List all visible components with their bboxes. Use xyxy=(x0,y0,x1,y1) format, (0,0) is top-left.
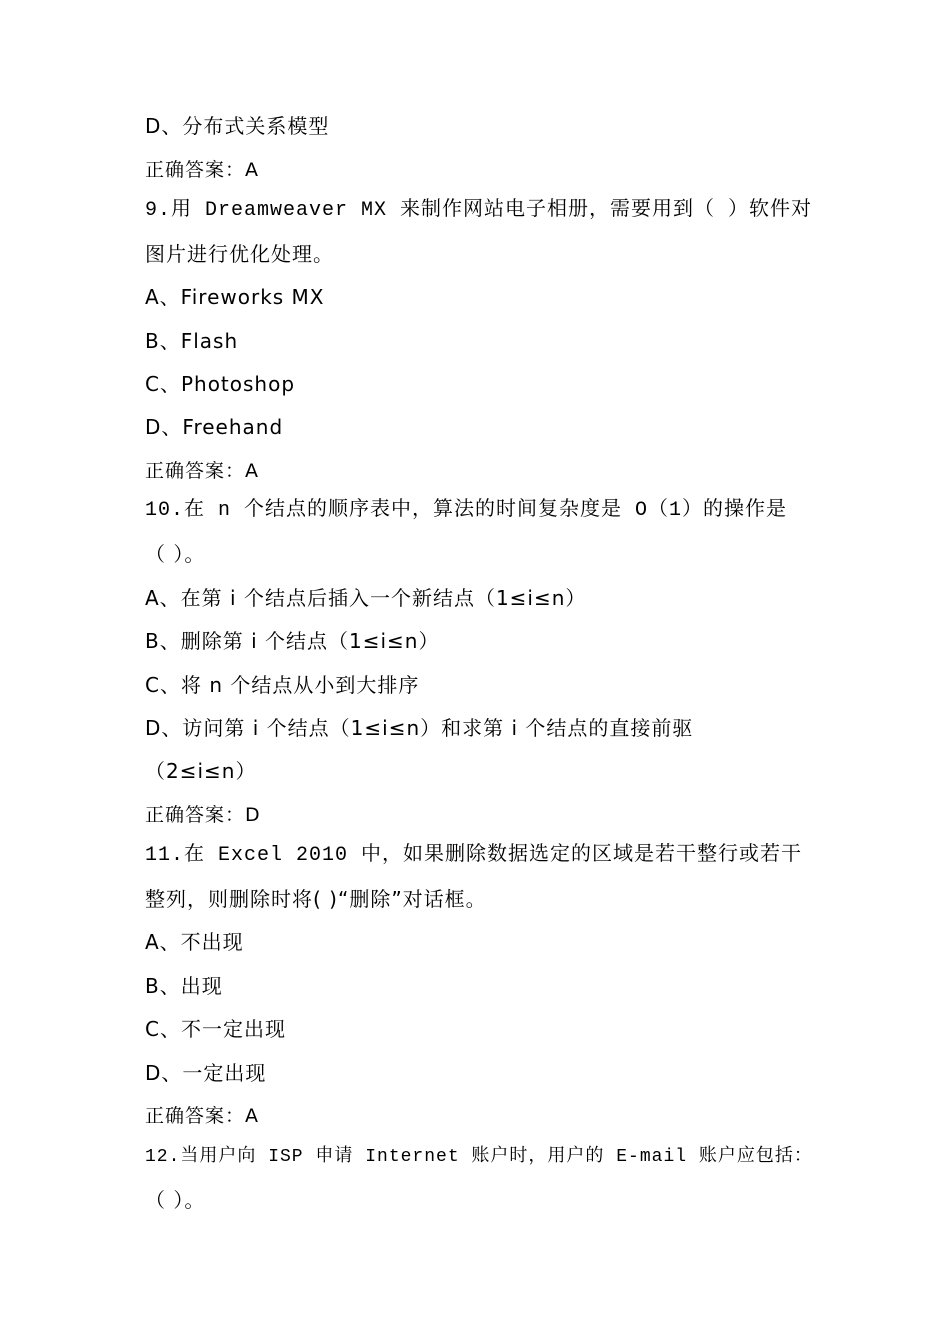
option-d-q10-line-2: （2≤i≤n） xyxy=(145,759,257,783)
option-d-q10-line-1: D、访问第 i 个结点（1≤i≤n）和求第 i 个结点的直接前驱 xyxy=(145,716,694,740)
option-b-q9: B、Flash xyxy=(145,329,239,353)
option-c-q9: C、Photoshop xyxy=(145,372,296,396)
question-11-line-1: 11.在 Excel 2010 中，如果删除数据选定的区域是若干整行或若干 xyxy=(145,844,803,867)
option-c-q10: C、将 n 个结点从小到大排序 xyxy=(145,673,420,697)
option-d-q9: D、Freehand xyxy=(145,415,284,439)
option-d-q8: D、分布式关系模型 xyxy=(145,114,330,138)
question-11-line-2: 整列，则删除时将( )“删除”对话框。 xyxy=(145,887,487,911)
option-b-q10: B、删除第 i 个结点（1≤i≤n） xyxy=(145,629,440,653)
option-c-q11: C、不一定出现 xyxy=(145,1017,286,1041)
answer-q8: 正确答案：A xyxy=(145,159,259,181)
option-a-q9: A、Fireworks MX xyxy=(145,285,325,309)
answer-q10: 正确答案：D xyxy=(145,804,261,826)
question-10-line-1: 10.在 n 个结点的顺序表中，算法的时间复杂度是 O（1）的操作是 xyxy=(145,499,788,522)
question-12-line-1: 12.当用户向 ISP 申请 Internet 账户时，用户的 E-mail 账户应包括： xyxy=(145,1147,813,1167)
answer-q11: 正确答案：A xyxy=(145,1105,259,1127)
question-9-line-1: 9.用 Dreamweaver MX 来制作网站电子相册，需要用到（ ）软件对 xyxy=(145,199,813,222)
question-10-line-2: （ ）。 xyxy=(145,542,206,566)
option-d-q11: D、一定出现 xyxy=(145,1061,267,1085)
answer-q9: 正确答案：A xyxy=(145,460,259,482)
question-12-line-2: （ ）。 xyxy=(145,1188,206,1212)
question-9-line-2: 图片进行优化处理。 xyxy=(145,242,334,266)
option-b-q11: B、出现 xyxy=(145,974,223,998)
option-a-q10: A、在第 i 个结点后插入一个新结点（1≤i≤n） xyxy=(145,586,587,610)
option-a-q11: A、不出现 xyxy=(145,930,244,954)
